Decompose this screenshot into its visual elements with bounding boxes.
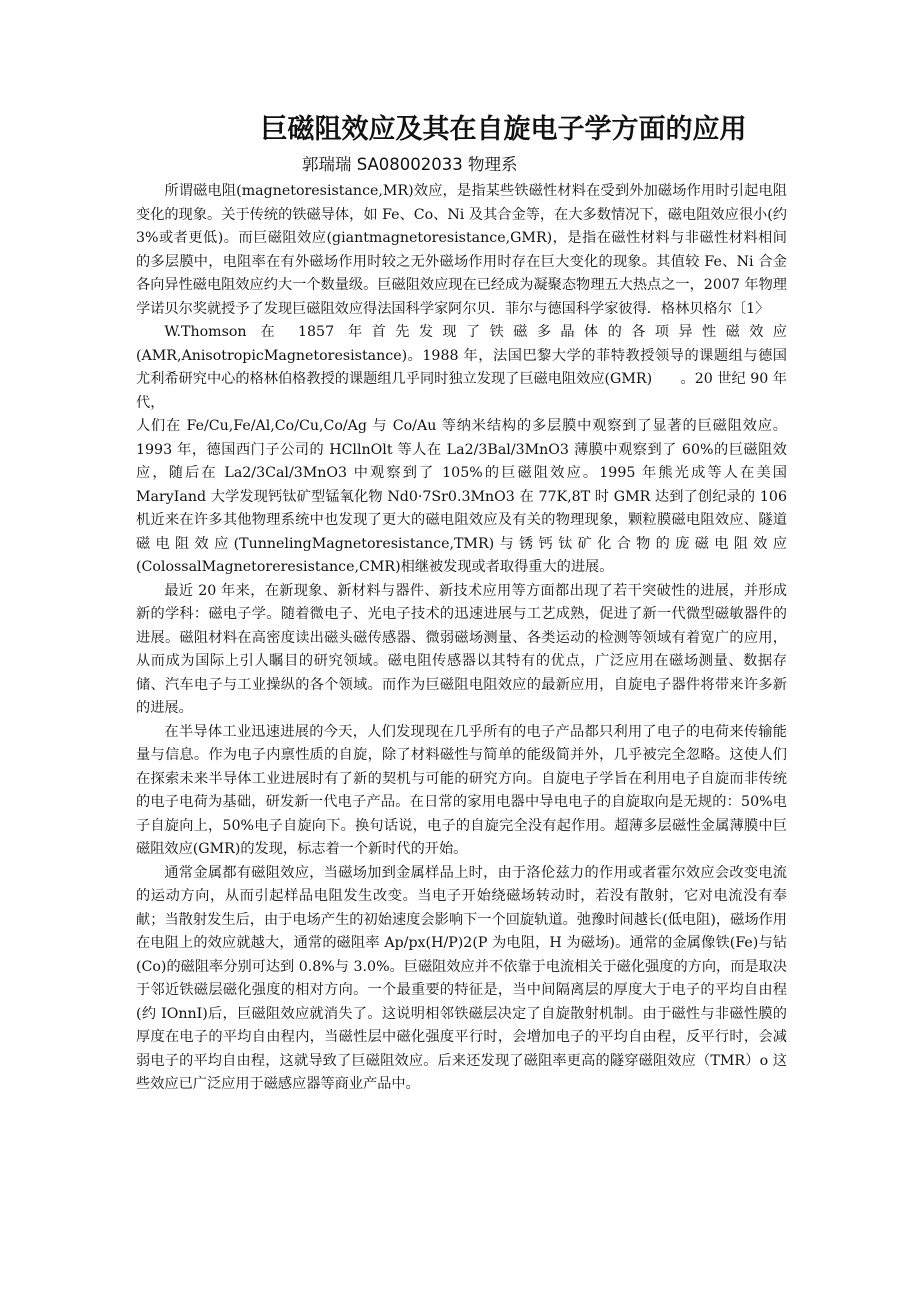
paragraph-1: 所谓磁电阻(magnetoresistance,MR)效应，是指某些铁磁性材料在受到外加磁场作用时引起电阻变化的现象。关于传统的铁磁导体，如 Fe、Co、Ni 及其合金等，在大多数情况下，磁电阻效应很小(约 3%或者更低)。而巨磁阻效应(giantmagnetoresistance,GMR)，是指在磁性材料与非磁性材料相间的多层膜中，电阻率在有外磁场作用时较之无外磁场作用时存在巨大变化的现象。其值较 Fe、Ni 合金各向异性磁电阻效应约大一个数量级。巨磁阻效应现在已经成为凝聚态物理五大热点之一，2007 年物理学诺贝尔奖就授予了发现巨磁阻效应得法国科学家阿尔贝．菲尔与德国科学家彼得．格林贝格尔〔1〉 <box>136 183 787 317</box>
paragraph-2: W.Thomson 在 1857 年首先发现了铁磁多晶体的各项异性磁效应(AMR,AnisotropicMagnetoresistance)。1988 年，法国巴黎大学的菲特教授领导的课题组与德国尤利希研究中心的格林伯格教授的课题组几乎同时独立发现了巨磁电阻效应(GMR) 。20 世纪 90 年代， <box>136 324 787 411</box>
paragraph-5: 在半导体工业迅速进展的今天，人们发现现在几乎所有的电子产品都只利用了电子的电荷来传输能量与信息。作为电子内禀性质的自旋，除了材料磁性与简单的能级简并外，几乎被完全忽略。这使人们在探索未来半导体工业进展时有了新的契机与可能的研究方向。自旋电子学旨在利用电子自旋而非传统的电子电荷为基础，研发新一代电子产品。在日常的家用电器中导电电子的自旋取向是无规的：50%电子自旋向上，50%电子自旋向下。换句话说，电子的自旋完全没有起作用。超薄多层磁性金属薄膜中巨磁阻效应(GMR)的发现，标志着一个新时代的开始。 <box>136 723 787 857</box>
paragraph-3: 人们在 Fe/Cu,Fe/Al,Co/Cu,Co/Ag 与 Co/Au 等纳米结构的多层膜中观察到了显著的巨磁阻效应。1993 年，德国西门子公司的 HCllnOlt 等人在 La2/3Bal/3MnO3 薄膜中观察到了 60%的巨磁阻效应，随后在 La2/3Cal/3MnO3 中观察到了 105%的巨磁阻效应。1995 年熊光成等人在美国 MaryIand 大学发现钙钛矿型锰氧化物 Nd0·7Sr0.3MnO3 在 77K,8T 时 GMR 达到了创纪录的 106 机近来在许多其他物理系统中也发现了更大的磁电阻效应及有关的物理现象，颗粒膜磁电阻效应、隧道磁电阻效应(TunnelingMagnetoresistance,TMR)与锈钙钛矿化合物的庞磁电阻效应(ColossalMagnetoreresistance,CMR)相继被发现或者取得重大的进展。 <box>136 418 787 575</box>
paragraph-6: 通常金属都有磁阻效应，当磁场加到金属样品上时，由于洛伦兹力的作用或者霍尔效应会改变电流的运动方向，从而引起样品电阻发生改变。当电子开始绕磁场转动时，若没有散射，它对电流没有奉献；当散射发生后，由于电场产生的初始速度会影响下一个回旋轨道。弛豫时间越长(低电阻)，磁场作用在电阻上的效应就越大，通常的磁阻率 Ap/px(H/P)2(P 为电阻，H 为磁场)。通常的金属像铁(Fe)与钻(Co)的磁阻率分别可达到 0.8%与 3.0%。巨磁阻效应并不依靠于电流相关于磁化强度的方向，而是取决于邻近铁磁层磁化强度的相对方向。一个最重要的特征是，当中间隔离层的厚度大于电子的平均自由程(约 IOnnI)后，巨磁阻效应就消失了。这说明相邻铁磁层决定了自旋散射机制。由于磁性与非磁性膜的厚度在电子的平均自由程内，当磁性层中磁化强度平行时，会增加电子的平均自由程，反平行时，会减弱电子的平均自由程，这就导致了巨磁阻效应。后来还发现了磁阻率更高的隧穿磁阻效应（TMR）o 这些效应已广泛应用于磁感应器等商业产品中。 <box>136 864 787 1092</box>
document-body <box>136 180 787 1097</box>
document-title: 巨磁阻效应及其在自旋电子学方面的应用 <box>260 114 747 145</box>
author-line: 郭瑞瑞 SA08002033 物理系 <box>302 155 518 174</box>
document-page <box>136 110 787 1097</box>
paragraph-4: 最近 20 年来，在新现象、新材料与器件、新技术应用等方面都出现了若干突破性的进展，并形成新的学科：磁电子学。随着微电子、光电子技术的迅速进展与工艺成熟，促进了新一代微型磁敏器件的进展。磁阻材料在高密度读出磁头磁传感器、微弱磁场测量、各类运动的检测等领域有着宽广的应用，从而成为国际上引人瞩目的研究领域。磁电阻传感器以其特有的优点，广泛应用在磁场测量、数据存储、汽车电子与工业操纵的各个领域。而作为巨磁阻电阻效应的最新应用，自旋电子器件将带来许多新的进展。 <box>136 582 787 716</box>
